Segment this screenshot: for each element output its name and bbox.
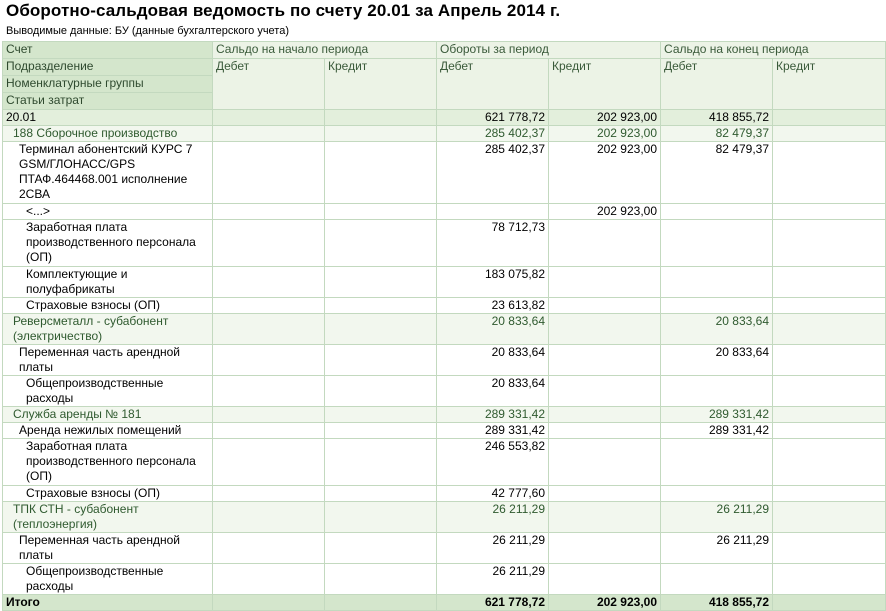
- turnover-debit: 78 712,73: [437, 220, 549, 267]
- turnover-debit: 183 075,82: [437, 267, 549, 298]
- closing-debit: 82 479,37: [661, 126, 773, 142]
- header-closing-debit: Дебет: [661, 59, 773, 110]
- row-label: Реверсметалл - субабонент (электричество): [3, 314, 213, 345]
- table-row[interactable]: [3, 533, 886, 564]
- header-turnover-credit: Кредит: [549, 59, 661, 110]
- row-label: Общепроизводственные расходы: [3, 564, 213, 595]
- table-row[interactable]: [3, 502, 886, 533]
- turnover-credit: [549, 423, 661, 439]
- table-row[interactable]: [3, 126, 886, 142]
- turnover-credit: [549, 407, 661, 423]
- turnover-debit: 20 833,64: [437, 314, 549, 345]
- header-opening-balance: Сальдо на начало периода: [213, 42, 437, 59]
- table-row[interactable]: [3, 220, 886, 267]
- table-row[interactable]: [3, 376, 886, 407]
- turnover-debit: 26 211,29: [437, 502, 549, 533]
- table-row[interactable]: [3, 110, 886, 126]
- turnover-debit: 23 613,82: [437, 298, 549, 314]
- closing-debit: [661, 298, 773, 314]
- turnover-debit: 42 777,60: [437, 486, 549, 502]
- row-label: 188 Сборочное производство: [3, 126, 213, 142]
- total-row[interactable]: [3, 595, 886, 611]
- turnover-credit: [549, 564, 661, 595]
- header-closing-balance: Сальдо на конец периода: [661, 42, 886, 59]
- closing-debit: [661, 564, 773, 595]
- turnover-credit: 202 923,00: [549, 142, 661, 204]
- turnover-debit: 285 402,37: [437, 126, 549, 142]
- turnover-credit: 202 923,00: [549, 204, 661, 220]
- turnover-debit: 285 402,37: [437, 142, 549, 204]
- closing-debit: [661, 376, 773, 407]
- turnover-debit: 20 833,64: [437, 345, 549, 376]
- table-row[interactable]: [3, 423, 886, 439]
- row-label: Переменная часть арендной платы: [3, 533, 213, 564]
- report-title: Оборотно-сальдовая ведомость по счету 20.01 за Апрель 2014 г.: [6, 1, 561, 20]
- table-row[interactable]: [3, 564, 886, 595]
- table-row[interactable]: [3, 345, 886, 376]
- closing-debit: 20 833,64: [661, 314, 773, 345]
- turnover-debit: 289 331,42: [437, 423, 549, 439]
- row-label: ТПК СТН - субабонент (теплоэнергия): [3, 502, 213, 533]
- closing-debit: 289 331,42: [661, 423, 773, 439]
- table-row[interactable]: [3, 142, 886, 204]
- turnover-debit: 26 211,29: [437, 533, 549, 564]
- total-turnover-credit: 202 923,00: [549, 595, 661, 611]
- turnover-credit: [549, 314, 661, 345]
- table-row[interactable]: [3, 407, 886, 423]
- closing-debit: [661, 204, 773, 220]
- turnover-credit: [549, 502, 661, 533]
- turnover-credit: [549, 486, 661, 502]
- total-closing-debit: 418 855,72: [661, 595, 773, 611]
- table-row[interactable]: [3, 314, 886, 345]
- turnover-debit: 621 778,72: [437, 110, 549, 126]
- table-row[interactable]: [3, 204, 886, 220]
- closing-debit: 20 833,64: [661, 345, 773, 376]
- row-label: Комплектующие и полуфабрикаты: [3, 267, 213, 298]
- turnover-balance-table: [2, 41, 886, 611]
- row-label: Заработная плата производственного персонала (ОП): [3, 439, 213, 486]
- turnover-credit: [549, 376, 661, 407]
- closing-debit: 82 479,37: [661, 142, 773, 204]
- turnover-credit: [549, 298, 661, 314]
- row-label: Служба аренды № 181: [3, 407, 213, 423]
- table-row[interactable]: [3, 298, 886, 314]
- closing-debit: [661, 267, 773, 298]
- total-label: Итого: [3, 595, 213, 611]
- turnover-credit: 202 923,00: [549, 126, 661, 142]
- table-row[interactable]: [3, 267, 886, 298]
- closing-debit: 26 211,29: [661, 502, 773, 533]
- header-nomenclature: Номенклатурные группы: [3, 76, 213, 93]
- table-row[interactable]: [3, 486, 886, 502]
- turnover-debit: [437, 204, 549, 220]
- row-label: Заработная плата производственного персонала (ОП): [3, 220, 213, 267]
- turnover-debit: 289 331,42: [437, 407, 549, 423]
- closing-debit: 26 211,29: [661, 533, 773, 564]
- row-label: Переменная часть арендной платы: [3, 345, 213, 376]
- turnover-credit: [549, 267, 661, 298]
- row-label: Страховые взносы (ОП): [3, 486, 213, 502]
- closing-debit: 289 331,42: [661, 407, 773, 423]
- row-label: <...>: [3, 204, 213, 220]
- header-closing-credit: Кредит: [773, 59, 886, 110]
- turnover-credit: [549, 220, 661, 267]
- header-opening-credit: Кредит: [325, 59, 437, 110]
- closing-debit: 418 855,72: [661, 110, 773, 126]
- turnover-debit: 20 833,64: [437, 376, 549, 407]
- closing-debit: [661, 439, 773, 486]
- turnover-debit: 246 553,82: [437, 439, 549, 486]
- closing-debit: [661, 220, 773, 267]
- turnover-credit: [549, 345, 661, 376]
- turnover-credit: [549, 439, 661, 486]
- turnover-credit: [549, 533, 661, 564]
- row-label: Страховые взносы (ОП): [3, 298, 213, 314]
- table-row[interactable]: [3, 439, 886, 486]
- row-label: Аренда нежилых помещений: [3, 423, 213, 439]
- header-turnover-debit: Дебет: [437, 59, 549, 110]
- header-opening-debit: Дебет: [213, 59, 325, 110]
- header-account: Счет: [3, 42, 213, 59]
- header-cost-items: Статьи затрат: [3, 93, 213, 110]
- turnover-credit: 202 923,00: [549, 110, 661, 126]
- row-label: Общепроизводственные расходы: [3, 376, 213, 407]
- row-label: 20.01: [3, 110, 213, 126]
- row-label: Терминал абонентский КУРС 7 GSM/ГЛОНАСС/GPS ПТАФ.464468.001 исполнение 2СВА: [3, 142, 213, 204]
- total-turnover-debit: 621 778,72: [437, 595, 549, 611]
- turnover-debit: 26 211,29: [437, 564, 549, 595]
- header-turnover: Обороты за период: [437, 42, 661, 59]
- closing-debit: [661, 486, 773, 502]
- report-subtitle: Выводимые данные: БУ (данные бухгалтерского учета): [6, 25, 289, 37]
- header-division: Подразделение: [3, 59, 213, 76]
